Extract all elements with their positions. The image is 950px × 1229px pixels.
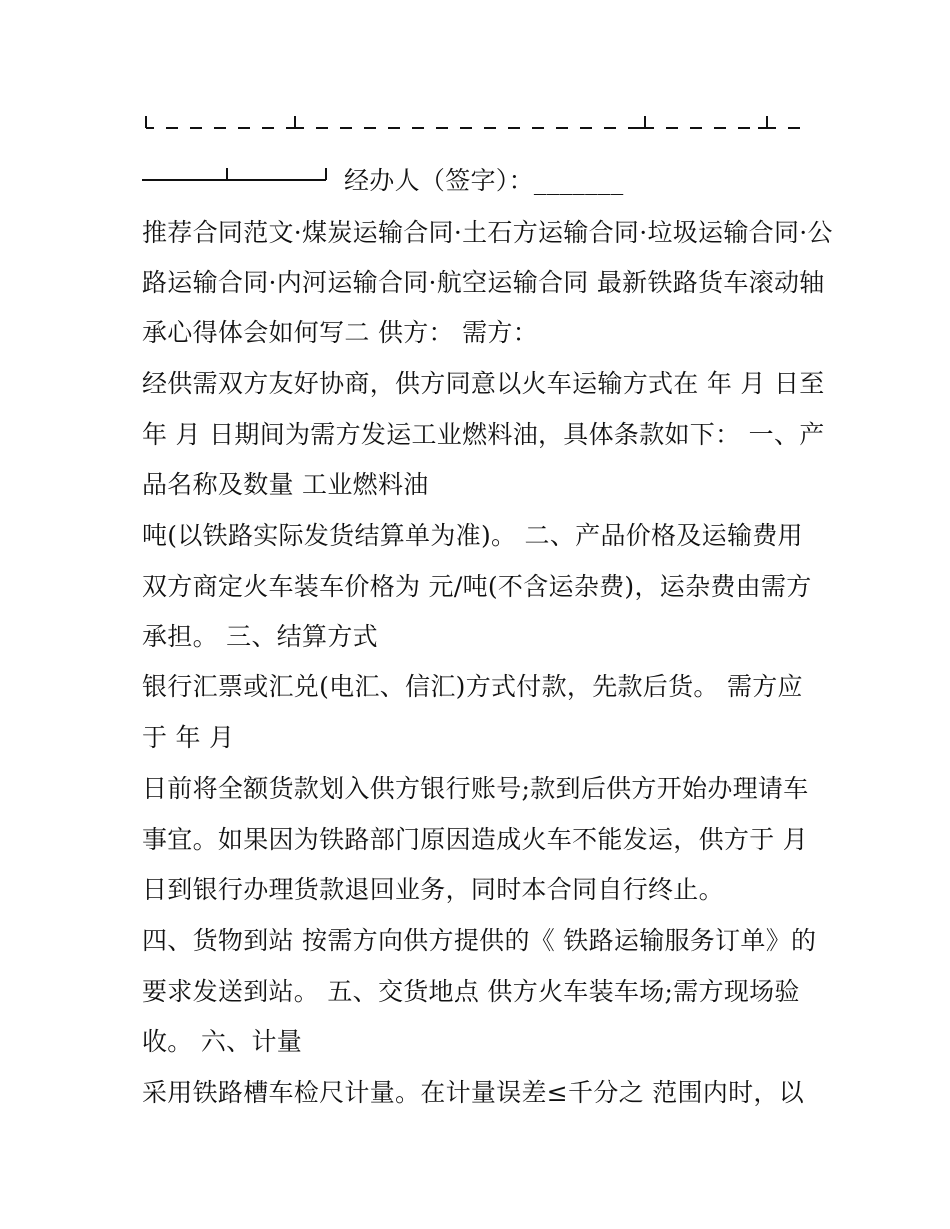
body-line-13: 事宜。如果因为铁路部门原因造成火车不能发运，供方于 月 (142, 825, 809, 854)
body-line-8: 双方商定火车装车价格为 元/吨(不含运杂费)，运杂费由需方 (142, 572, 812, 601)
body-line-12: 日前将全额货款划入供方银行账号;款到后供方开始办理请车 (142, 774, 809, 803)
body-line-1: 推荐合同范文·煤炭运输合同·土石方运输合同·垃圾运输合同·公 (142, 218, 833, 247)
table-border-top-fragment (140, 112, 810, 136)
body-line-2: 路运输合同·内河运输合同·航空运输合同 最新铁路货车滚动轴 (142, 268, 825, 297)
body-line-11: 于 年 月 (142, 723, 235, 752)
body-line-5: 年 月 日期间为需方发运工业燃料油，具体条款如下： 一、产 (142, 420, 825, 449)
table-border-bottom-fragment (140, 164, 340, 188)
signature-label: 经办人（签字）：_______ (344, 166, 624, 195)
body-line-18: 采用铁路槽车检尺计量。在计量误差≤千分之 范围内时，以 (142, 1078, 804, 1107)
body-line-14: 日到银行办理货款退回业务，同时本合同自行终止。 (142, 875, 724, 904)
body-line-7: 吨(以铁路实际发货结算单为准)。 二、产品价格及运输费用 (142, 521, 803, 550)
body-line-6: 品名称及数量 工业燃料油 (142, 470, 429, 499)
body-line-4: 经供需双方友好协商，供方同意以火车运输方式在 年 月 日至 (142, 369, 825, 398)
body-line-3: 承心得体会如何写二 供方： 需方： (142, 318, 538, 347)
body-line-17: 收。 六、计量 (142, 1027, 303, 1056)
body-line-15: 四、货物到站 按需方向供方提供的《 铁路运输服务订单》的 (142, 926, 817, 955)
body-line-9: 承担。 三、结算方式 (142, 622, 378, 651)
body-line-10: 银行汇票或汇兑(电汇、信汇)方式付款，先款后货。 需方应 (142, 672, 803, 701)
body-line-16: 要求发送到站。 五、交货地点 供方火车装车场;需方现场验 (142, 977, 800, 1006)
